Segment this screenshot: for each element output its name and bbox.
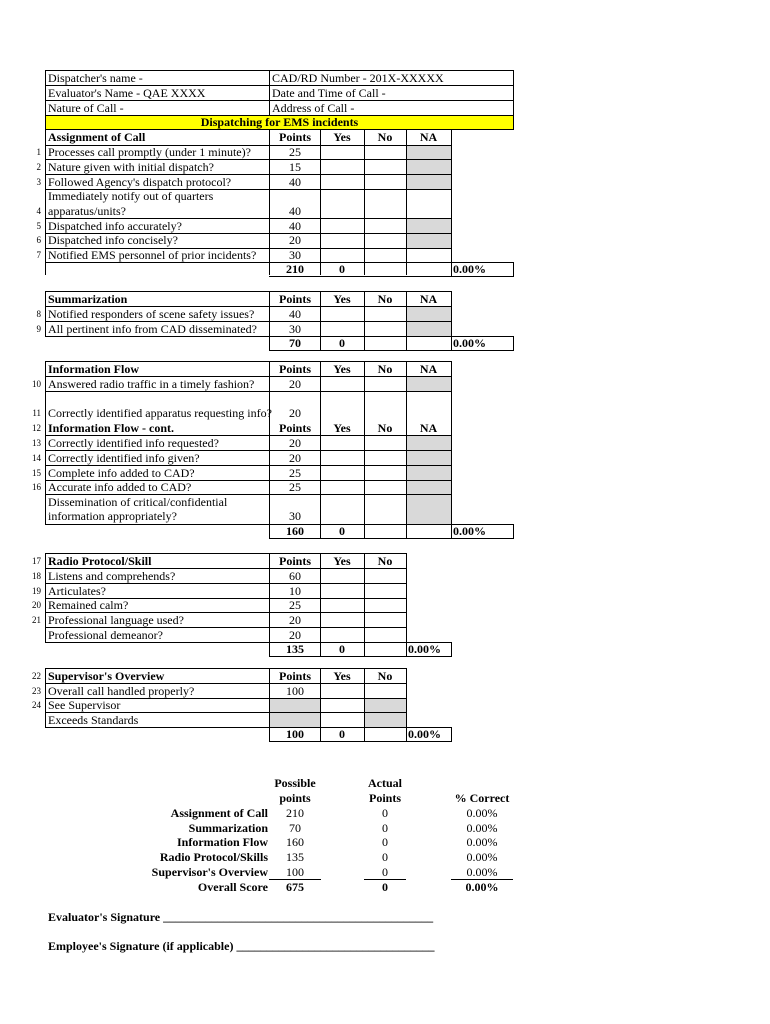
summary-label: Assignment of Call: [170, 806, 268, 820]
row-number: 19: [32, 586, 41, 596]
date-time-field: Date and Time of Call -: [272, 86, 386, 100]
section-total-points: 210: [286, 262, 304, 276]
criterion-points: 20: [289, 233, 301, 247]
criterion-points: 25: [289, 466, 301, 480]
criterion-text: Nature given with initial dispatch?: [48, 160, 214, 174]
row-number: 10: [32, 379, 41, 389]
supervisor-title: Supervisor's Overview: [48, 669, 165, 683]
yes-header: Yes: [333, 554, 351, 568]
correct-header: % Correct: [454, 791, 510, 805]
row-number: 18: [32, 571, 41, 581]
criterion-points: 20: [289, 436, 301, 450]
assignment-title: Assignment of Call: [48, 130, 146, 144]
criterion-points: 20: [289, 377, 301, 391]
nature-of-call-field: Nature of Call -: [48, 101, 124, 115]
criterion-points: 40: [289, 219, 301, 233]
criterion-text: Dispatched info concisely?: [48, 233, 178, 247]
row-number: 13: [32, 438, 41, 448]
criterion-text: Dispatched info accurately?: [48, 219, 182, 233]
summary-possible: 70: [289, 821, 301, 835]
criterion-points: 20: [289, 613, 301, 627]
criterion-text: Overall call handled properly?: [48, 684, 195, 698]
criterion-points: 40: [289, 204, 301, 218]
summary-possible: 100: [286, 865, 304, 879]
criterion-text: Processes call promptly (under 1 minute)?: [48, 145, 251, 159]
summary-label: Radio Protocol/Skills: [159, 850, 268, 864]
criterion-text: Answered radio traffic in a timely fashion?: [48, 377, 255, 391]
information-flow-title: Information Flow: [48, 362, 139, 376]
summary-label: Supervisor's Overview: [151, 865, 268, 879]
row-number: 15: [32, 468, 41, 478]
actual-header-line2: Points: [368, 791, 401, 805]
section-total-yes: 0: [339, 642, 345, 656]
section-total-yes: 0: [339, 524, 345, 538]
section-total-points: 135: [286, 642, 304, 656]
actual-header: Actual: [368, 776, 402, 790]
points-header: Points: [278, 130, 311, 144]
summary-actual: 0: [382, 865, 388, 879]
section-percent: 0.00%: [453, 336, 486, 350]
na-header: NA: [419, 362, 438, 376]
criterion-text: Professional demeanor?: [48, 628, 163, 642]
summary-actual: 0: [382, 850, 388, 864]
row-number: 16: [32, 482, 41, 492]
criterion-points: 20: [289, 628, 301, 642]
no-header: No: [377, 669, 393, 683]
no-header: No: [377, 421, 393, 435]
criterion-text: Correctly identified apparatus requesting info?: [48, 406, 272, 420]
section-total-yes: 0: [339, 336, 345, 350]
radio-title: Radio Protocol/Skill: [48, 554, 152, 568]
criterion-points: 30: [289, 248, 301, 262]
evaluator-signature-line[interactable]: Evaluator's Signature _____________________________________________: [48, 910, 434, 924]
criterion-text: Notified EMS personnel of prior incidents?: [48, 248, 257, 262]
summary-correct: 0.00%: [466, 850, 498, 864]
criterion-text: Remained calm?: [48, 598, 129, 612]
criterion-text: Correctly identified info given?: [48, 451, 200, 465]
section-percent: 0.00%: [453, 262, 486, 276]
summary-correct: 0.00%: [466, 806, 498, 820]
criterion-text: Exceeds Standards: [48, 713, 139, 727]
na-header: NA: [419, 292, 438, 306]
points-header: Points: [278, 669, 311, 683]
criterion-points: 25: [289, 598, 301, 612]
overall-correct: 0.00%: [465, 880, 499, 894]
no-header: No: [377, 130, 393, 144]
overall-possible: 675: [286, 880, 304, 894]
criterion-text: Followed Agency's dispatch protocol?: [48, 175, 232, 189]
na-header: NA: [419, 130, 438, 144]
evaluator-name-field: Evaluator's Name - QAE XXXX: [48, 86, 206, 100]
row-number: 5: [36, 221, 41, 231]
criterion-text-line2: information appropriately?: [48, 509, 177, 523]
criterion-text: All pertinent info from CAD disseminated?: [48, 322, 257, 336]
points-header: Points: [278, 292, 311, 306]
summary-actual: 0: [382, 806, 388, 820]
summary-correct: 0.00%: [466, 835, 498, 849]
summary-label: Summarization: [188, 821, 268, 835]
no-header: No: [377, 292, 393, 306]
information-flow-cont-title: Information Flow - cont.: [48, 421, 174, 435]
dispatcher-name-field: Dispatcher's name -: [48, 71, 143, 85]
criterion-points: 10: [289, 584, 301, 598]
possible-header-line2: points: [279, 791, 311, 805]
row-number: 4: [36, 206, 41, 216]
criterion-text: Listens and comprehends?: [48, 569, 176, 583]
criterion-text: Correctly identified info requested?: [48, 436, 219, 450]
section-total-points: 160: [286, 524, 304, 538]
summary-correct: 0.00%: [466, 865, 498, 879]
criterion-text-line2: apparatus/units?: [48, 204, 126, 218]
section-percent: 0.00%: [408, 727, 441, 741]
criterion-text: Complete info added to CAD?: [48, 466, 195, 480]
row-number: 6: [36, 235, 41, 245]
section-total-yes: 0: [339, 727, 345, 741]
row-number: 8: [36, 309, 41, 319]
employee-signature-line[interactable]: Employee's Signature (if applicable) _________________________________: [48, 939, 435, 953]
criterion-points: 25: [289, 480, 301, 494]
section-total-yes: 0: [339, 262, 345, 276]
yes-header: Yes: [333, 669, 351, 683]
overall-score-label: Overall Score: [197, 880, 268, 894]
section-percent: 0.00%: [408, 642, 441, 656]
criterion-points: 20: [289, 406, 301, 420]
address-field: Address of Call -: [272, 101, 355, 115]
row-number: 12: [32, 423, 41, 433]
possible-header: Possible: [274, 776, 316, 790]
points-header: Points: [278, 421, 311, 435]
criterion-points: 20: [289, 451, 301, 465]
row-number: 11: [32, 408, 41, 418]
yes-header: Yes: [333, 362, 351, 376]
points-header: Points: [278, 362, 311, 376]
banner-title: Dispatching for EMS incidents: [200, 115, 359, 129]
summary-possible: 135: [286, 850, 304, 864]
section-percent: 0.00%: [453, 524, 486, 538]
criterion-points: 25: [289, 145, 301, 159]
criterion-points: 100: [286, 684, 304, 698]
section-total-points: 100: [286, 727, 304, 741]
criterion-points: 40: [289, 307, 301, 321]
row-number: 24: [32, 700, 41, 710]
cad-rd-number-field: CAD/RD Number - 201X-XXXXX: [272, 71, 444, 85]
yes-header: Yes: [333, 292, 351, 306]
criterion-text: Accurate info added to CAD?: [48, 480, 192, 494]
row-number: 22: [32, 671, 41, 681]
section-total-points: 70: [289, 336, 301, 350]
summary-correct: 0.00%: [466, 821, 498, 835]
criterion-text: Immediately notify out of quarters: [48, 189, 214, 203]
criterion-points: 15: [289, 160, 301, 174]
points-header: Points: [278, 554, 311, 568]
row-number: 3: [36, 177, 41, 187]
yes-header: Yes: [333, 130, 351, 144]
criterion-text: Dissemination of critical/confidential: [48, 495, 228, 509]
row-number: 17: [32, 556, 41, 566]
no-header: No: [377, 554, 393, 568]
criterion-text: See Supervisor: [48, 698, 121, 712]
summary-actual: 0: [382, 835, 388, 849]
criterion-text: Professional language used?: [48, 613, 184, 627]
criterion-text: Notified responders of scene safety issues?: [48, 307, 255, 321]
criterion-points: 30: [289, 322, 301, 336]
summarization-title: Summarization: [48, 292, 128, 306]
summary-label: Information Flow: [177, 835, 268, 849]
row-number: 14: [32, 453, 41, 463]
row-number: 23: [32, 686, 41, 696]
row-number: 2: [36, 162, 41, 172]
criterion-text: Articulates?: [48, 584, 106, 598]
summary-possible: 160: [286, 835, 304, 849]
yes-header: Yes: [333, 421, 351, 435]
na-header: NA: [419, 421, 438, 435]
criterion-points: 30: [289, 509, 301, 523]
row-number: 9: [36, 324, 41, 334]
criterion-points: 40: [289, 175, 301, 189]
row-number: 7: [36, 250, 41, 260]
overall-actual: 0: [382, 880, 388, 894]
summary-actual: 0: [382, 821, 388, 835]
criterion-points: 60: [289, 569, 301, 583]
row-number: 21: [32, 615, 41, 625]
row-number: 1: [36, 147, 41, 157]
summary-possible: 210: [286, 806, 304, 820]
no-header: No: [377, 362, 393, 376]
row-number: 20: [32, 600, 41, 610]
